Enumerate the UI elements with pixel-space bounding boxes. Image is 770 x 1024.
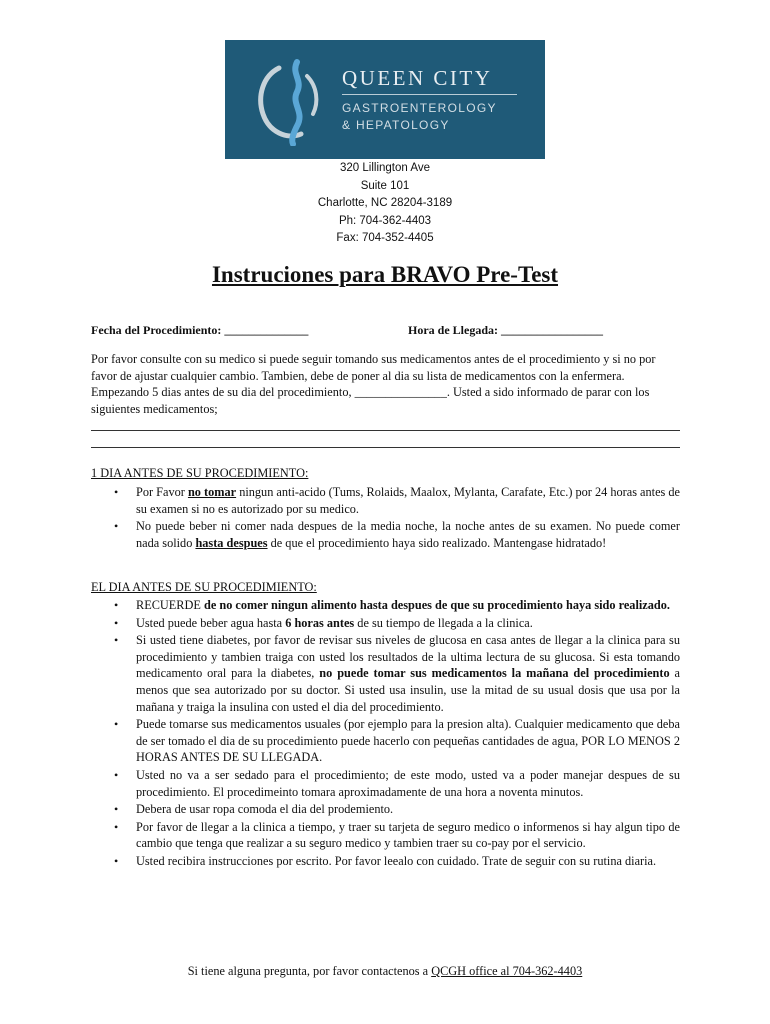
phone-number: Ph: 704-362-4403 [338, 214, 432, 227]
clinic-logo [225, 40, 545, 159]
list-item: • Por favor de llegar a la clinica a tiempo, y traer su tarjeta de seguro medico o informenos si hay algun tipo de cambio que tenga que realizar a su seguro medico y tambien traer su co-pay por el servicio. [91, 819, 680, 852]
list-item: • Usted no va a ser sedado para el procedimiento; de este modo, usted va a poder manejar despues de su procedimiento. El procedimeinto tomara aproximadamente de una hora a noventa minutos. [91, 767, 680, 800]
address-line-3: Charlotte, NC 28204-3189 [317, 197, 453, 209]
section-1-list [91, 484, 680, 552]
list-item: • Si usted tiene diabetes, por favor de revisar sus niveles de glucosa en casa antes de llegar a la clinica para su procedimiento y tambien traiga con usted los resultados de la ultima lectura de su glucosa. Si esta tomando medicamento oral para la diabetes, no puede tomar sus medicamentos la mañana del procedimiento a menos que sea autorizado por su doctor. Si usted usa insulin, use la mitad de su usual dosis que usa por la mañana y traiga la insulina con usted el dia del procedimiento. [91, 632, 680, 715]
page-title: Instruciones para BRAVO Pre-Test [211, 262, 559, 287]
logo-subtitle-1: GASTROENTEROLOGY [342, 101, 497, 115]
footer-text: Si tiene alguna pregunta, por favor contactenos a [187, 964, 432, 978]
contact-footer [0, 964, 770, 979]
address-line-1: 320 Lillington Ave [340, 162, 430, 174]
procedure-date-field: Fecha del Procedimiento: ______________ [91, 323, 309, 337]
logo-subtitle-2: & HEPATOLOGY [342, 118, 450, 132]
intro-paragraph: Por favor consulte con su medico si puede seguir tomando sus medicamentos antes de el procedimiento y si no por favor de ajustar cualquier cambio. Tambien, debe de poner al dia su lista de medicamentos con la enfermera. Empezando 5 dias antes de su dia del procedimiento, _______________. Usted a sido informado de parar con los siguientes medicamentos; [91, 352, 656, 416]
list-item: • Por Favor no tomar ningun anti-acido (Tums, Rolaids, Maalox, Mylanta, Carafate, Etc.) por 24 horas antes de su examen si no es autorizado por su medico. [91, 484, 680, 517]
section-2-heading: EL DIA ANTES DE SU PROCEDIMIENTO: [91, 580, 317, 594]
list-item: • Usted puede beber agua hasta 6 horas antes de su tiempo de llegada a la clinica. [91, 615, 680, 632]
blank-line-1 [91, 430, 680, 431]
clinic-address [0, 160, 770, 248]
list-item: • No puede beber ni comer nada despues de la media noche, la noche antes de su examen. No puede comer nada solido hasta despues de que el procedimiento haya sido realizado. Mantengase hidratado! [91, 518, 680, 551]
section-2-list [91, 597, 680, 871]
list-item: • Debera de usar ropa comoda el dia del prodemiento. [91, 801, 680, 818]
office-phone-link[interactable]: QCGH office al 704-362-4403 [431, 964, 583, 978]
stomach-logo-icon [251, 56, 331, 146]
logo-divider [342, 94, 517, 95]
list-item: • RECUERDE de no comer ningun alimento hasta despues de que su procedimiento haya sido realizado. [91, 597, 680, 614]
list-item: • Usted recibira instrucciones por escrito. Por favor leealo con cuidado. Trate de seguir con su rutina diaria. [91, 853, 680, 870]
section-1-heading: 1 DIA ANTES DE SU PROCEDIMIENTO: [91, 466, 309, 480]
list-item: • Puede tomarse sus medicamentos usuales (por ejemplo para la presion alta). Cualquier medicamento que deba de ser tomado el dia de su procedimiento puede hacerlo con pequeñas cantidades de agua, POR LO MENOS 2 HORAS ANTES DE SU LLEGADA. [91, 716, 680, 766]
arrival-time-field: Hora de Llegada: _________________ [408, 323, 603, 337]
blank-line-2 [91, 447, 680, 448]
logo-title: QUEEN CITY [342, 66, 493, 90]
address-line-2: Suite 101 [360, 179, 410, 192]
fax-number: Fax: 704-352-4405 [336, 232, 434, 244]
